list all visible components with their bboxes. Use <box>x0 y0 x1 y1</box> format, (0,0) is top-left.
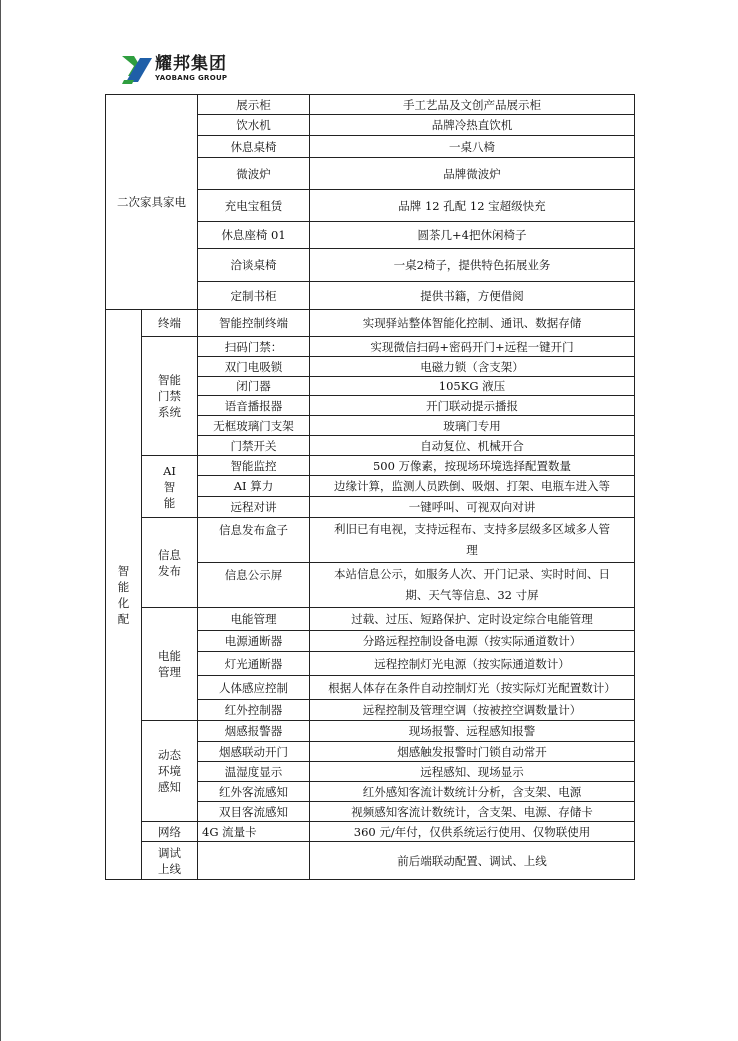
table-row <box>106 842 635 880</box>
description-cell: 实现驿站整体智能化控制、通讯、数据存储 <box>310 310 635 337</box>
item-cell: 双目客流感知 <box>198 802 310 822</box>
item-cell: 烟感报警器 <box>198 721 310 742</box>
subgroup-cell: 网络 <box>142 822 198 842</box>
item-cell: 红外控制器 <box>198 700 310 721</box>
category-cell: 二次家具家电 <box>106 95 198 310</box>
description-cell: 现场报警、远程感知报警 <box>310 721 635 742</box>
item-cell: 扫码门禁： <box>198 337 310 357</box>
description-cell: 一桌2椅子，提供特色拓展业务 <box>310 249 635 282</box>
subgroup-cell: AI 智 能 <box>142 456 198 518</box>
item-cell: 门禁开关 <box>198 436 310 456</box>
item-cell: 灯光通断器 <box>198 652 310 676</box>
description-cell: 过载、过压、短路保护、定时设定综合电能管理 <box>310 608 635 631</box>
description-cell: 利旧已有电视，支持远程布、支持多层级多区域多人管 理 <box>310 518 635 563</box>
item-cell: 休息座椅 01 <box>198 222 310 249</box>
item-cell: 智能监控 <box>198 456 310 476</box>
description-cell: 开门联动提示播报 <box>310 396 635 416</box>
description-cell: 品牌冷热直饮机 <box>310 115 635 136</box>
item-cell: AI 算力 <box>198 476 310 497</box>
description-cell: 105KG 液压 <box>310 377 635 396</box>
item-cell: 电能管理 <box>198 608 310 631</box>
item-cell: 烟感联动开门 <box>198 742 310 762</box>
description-cell: 电磁力锁（含支架） <box>310 357 635 377</box>
item-cell: 无框玻璃门支架 <box>198 416 310 436</box>
description-cell: 圆茶几+4把休闲椅子 <box>310 222 635 249</box>
subgroup-cell: 调试 上线 <box>142 842 198 880</box>
table-row <box>106 518 635 563</box>
category-cell-smart <box>106 310 142 880</box>
description-cell: 品牌 12 孔配 12 宝超级快充 <box>310 190 635 222</box>
page-left-edge <box>0 0 1 1041</box>
table-row <box>106 608 635 631</box>
description-cell: 远程感知、现场显示 <box>310 762 635 782</box>
category-char: 化 <box>117 595 130 610</box>
description-cell: 前后端联动配置、调试、上线 <box>310 842 635 880</box>
subgroup-cell: 电能 管理 <box>142 608 198 721</box>
description-cell: 手工艺品及文创产品展示柜 <box>310 95 635 115</box>
description-cell: 品牌微波炉 <box>310 158 635 190</box>
item-cell: 闭门器 <box>198 377 310 396</box>
item-cell: 4G 流量卡 <box>198 822 310 842</box>
description-cell: 玻璃门专用 <box>310 416 635 436</box>
item-cell: 远程对讲 <box>198 497 310 518</box>
item-cell: 红外客流感知 <box>198 782 310 802</box>
item-cell: 智能控制终端 <box>198 310 310 337</box>
item-cell: 语音播报器 <box>198 396 310 416</box>
table-row <box>106 822 635 842</box>
description-cell: 一桌八椅 <box>310 136 635 158</box>
category-char: 智 <box>117 563 130 578</box>
description-cell: 本站信息公示，如服务人次、开门记录、实时时间、日 期、天气等信息、32 寸屏 <box>310 563 635 608</box>
description-cell: 视频感知客流计数统计，含支架、电源、存储卡 <box>310 802 635 822</box>
description-cell: 提供书籍，方便借阅 <box>310 282 635 310</box>
company-logo <box>122 54 234 88</box>
item-cell: 定制书柜 <box>198 282 310 310</box>
description-cell: 自动复位、机械开合 <box>310 436 635 456</box>
item-cell: 信息发布盒子 <box>198 518 310 563</box>
table-row <box>106 95 635 115</box>
subgroup-cell: 智能 门禁 系统 <box>142 337 198 456</box>
item-cell: 充电宝租赁 <box>198 190 310 222</box>
item-cell: 饮水机 <box>198 115 310 136</box>
item-cell: 洽谈桌椅 <box>198 249 310 282</box>
logo-chinese-name: 耀邦集团 <box>155 54 227 74</box>
item-cell <box>198 842 310 880</box>
category-char: 能 <box>117 579 130 594</box>
description-cell: 360 元/年付，仅供系统运行使用、仅物联使用 <box>310 822 635 842</box>
description-cell: 分路远程控制设备电源（按实际通道数计） <box>310 631 635 652</box>
table-row <box>106 337 635 357</box>
item-cell: 信息公示屏 <box>198 563 310 608</box>
item-cell: 温湿度显示 <box>198 762 310 782</box>
subgroup-cell: 动态 环境 感知 <box>142 721 198 822</box>
description-cell: 红外感知客流计数统计分析，含支架、电源 <box>310 782 635 802</box>
description-cell: 边缘计算，监测人员跌倒、吸烟、打架、电瓶车进入等 <box>310 476 635 497</box>
item-cell: 微波炉 <box>198 158 310 190</box>
logo-english-name: YAOBANG GROUP <box>155 74 228 82</box>
logo-mark-icon <box>122 56 152 84</box>
description-cell: 根据人体存在条件自动控制灯光（按实际灯光配置数计） <box>310 676 635 700</box>
item-cell: 展示柜 <box>198 95 310 115</box>
spec-table <box>105 94 635 880</box>
description-cell: 实现微信扫码+密码开门+远程一键开门 <box>310 337 635 357</box>
description-cell: 500 万像素，按现场环境选择配置数量 <box>310 456 635 476</box>
item-cell: 双门电吸锁 <box>198 357 310 377</box>
table-row <box>106 721 635 742</box>
subgroup-cell: 终端 <box>142 310 198 337</box>
item-cell: 休息桌椅 <box>198 136 310 158</box>
item-cell: 电源通断器 <box>198 631 310 652</box>
description-cell: 烟感触发报警时门锁自动常开 <box>310 742 635 762</box>
table-row <box>106 310 635 337</box>
category-char: 配 <box>117 611 130 626</box>
description-cell: 远程控制灯光电源（按实际通道数计） <box>310 652 635 676</box>
table-row <box>106 456 635 476</box>
description-cell: 远程控制及管理空调（按被控空调数量计） <box>310 700 635 721</box>
subgroup-cell: 信息 发布 <box>142 518 198 608</box>
item-cell: 人体感应控制 <box>198 676 310 700</box>
description-cell: 一键呼叫、可视双向对讲 <box>310 497 635 518</box>
